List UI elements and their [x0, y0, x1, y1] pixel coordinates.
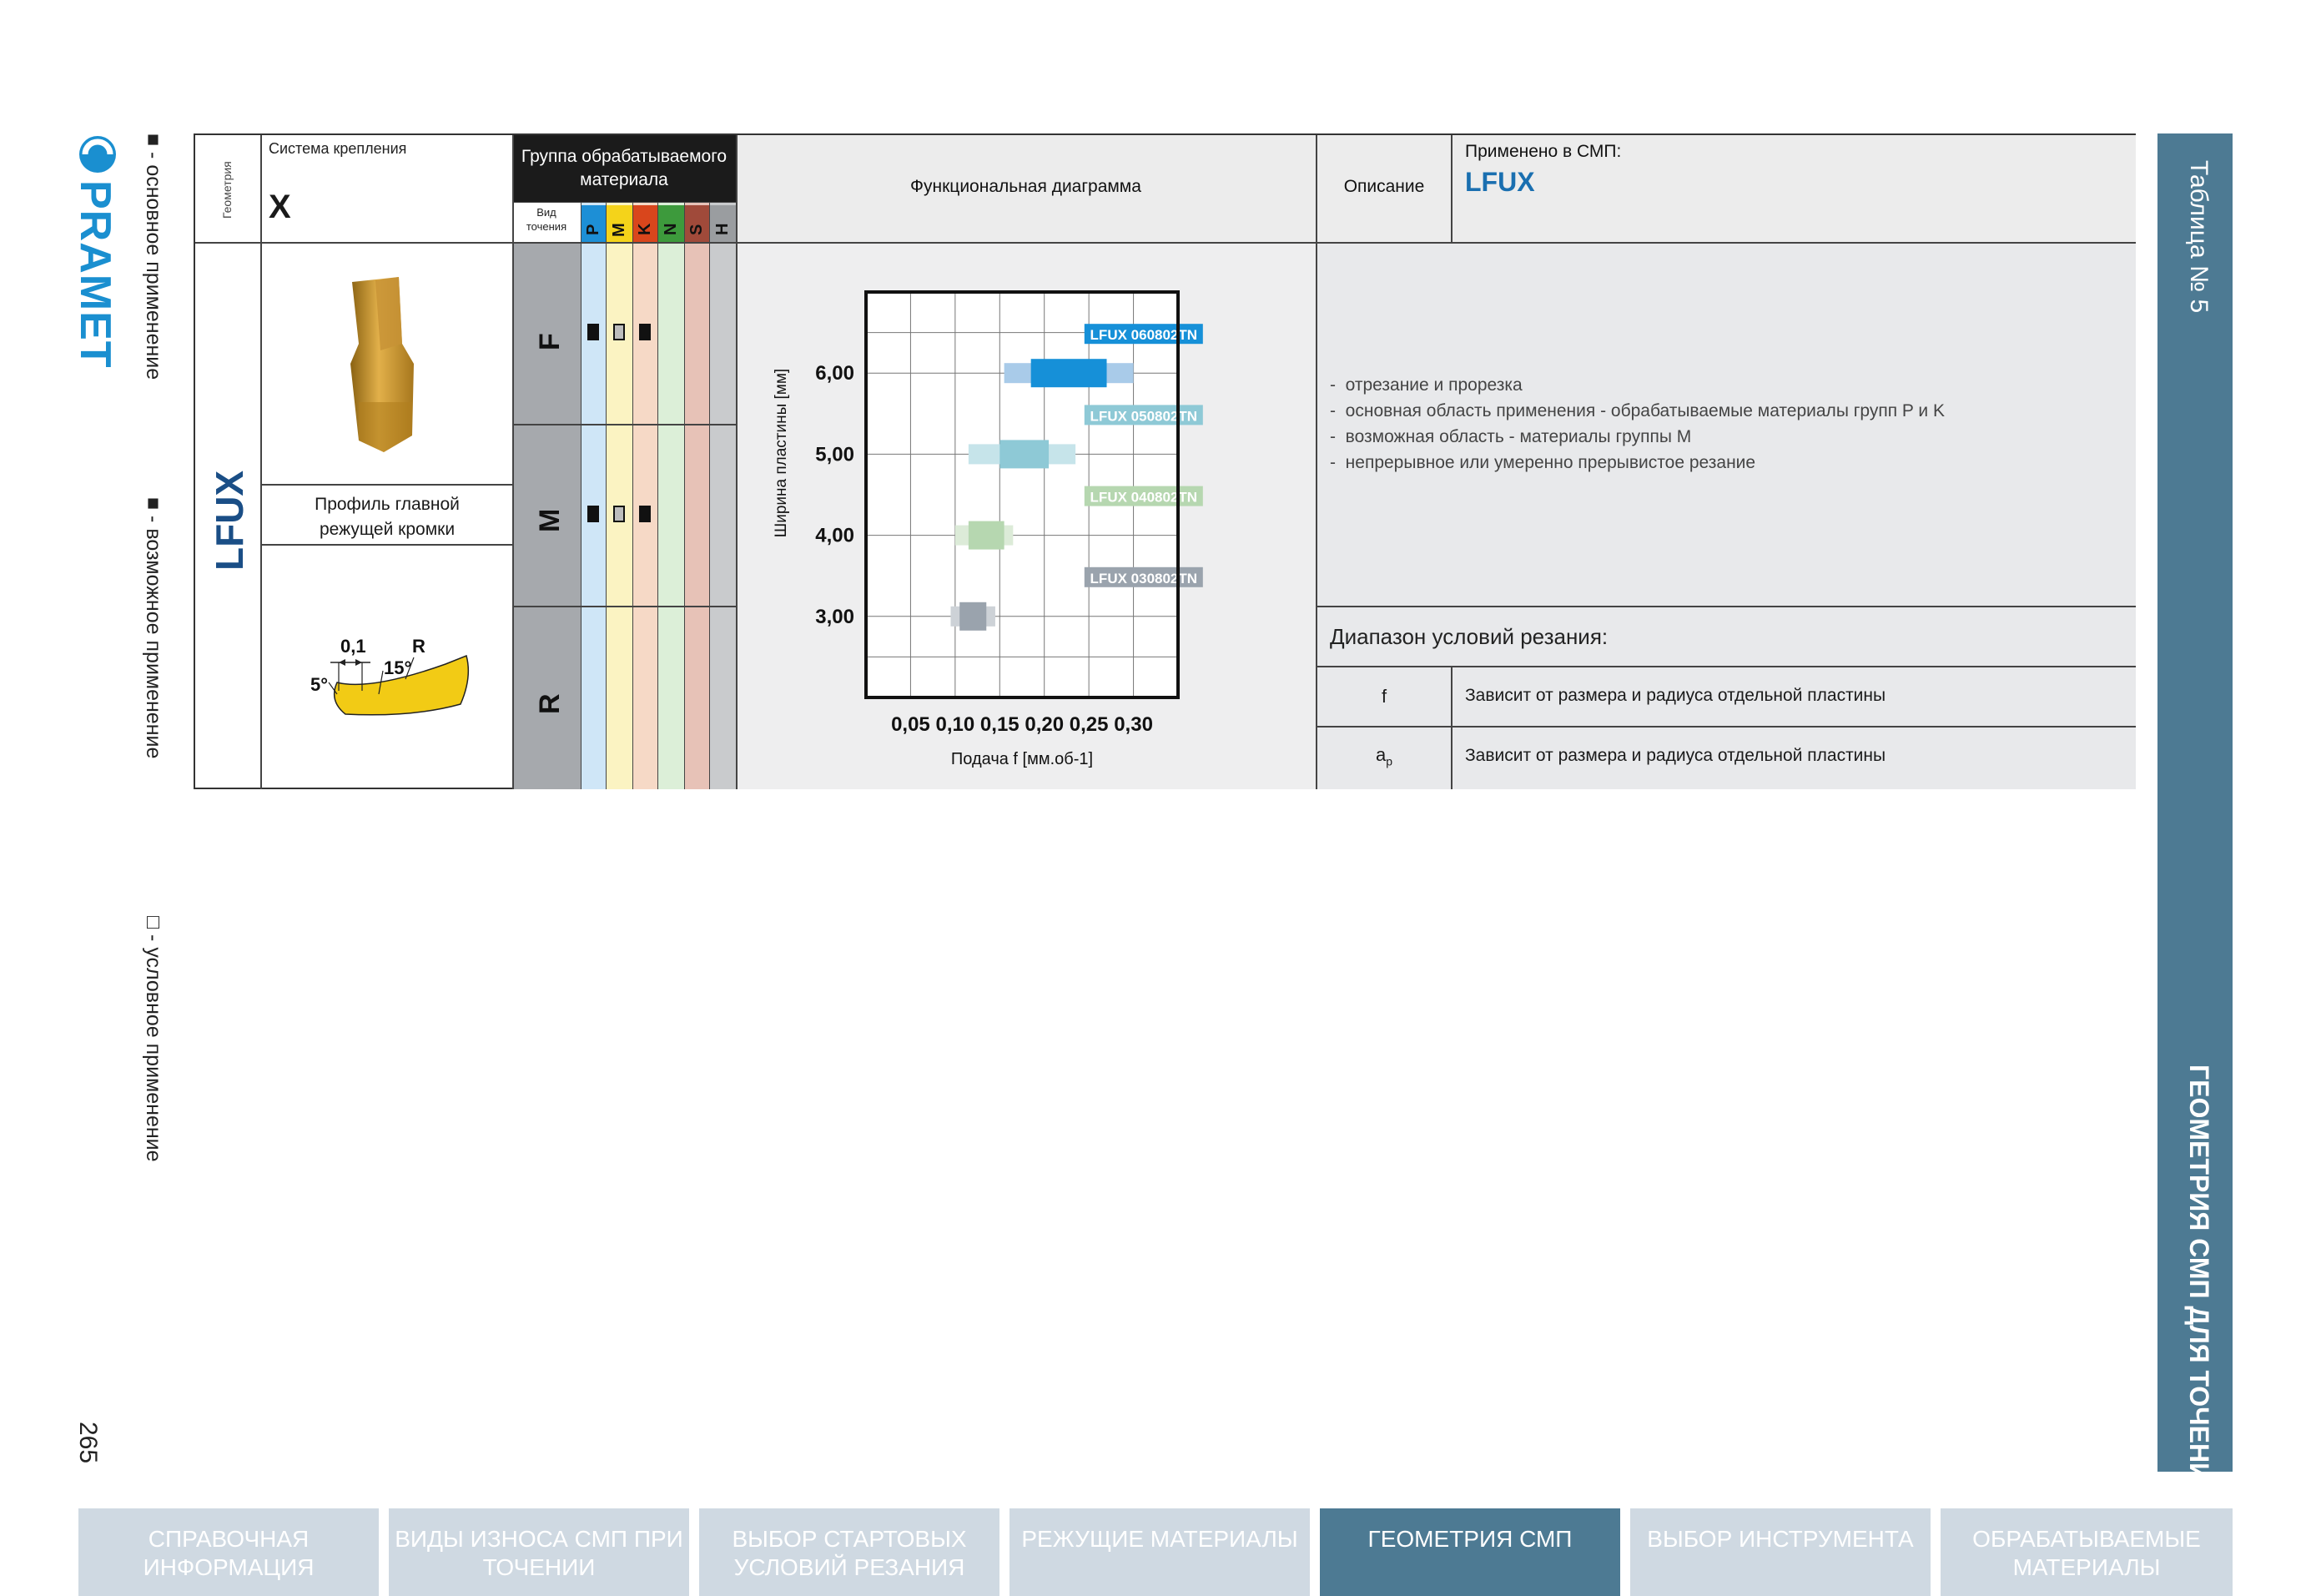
mode-letter-R: R: [534, 693, 566, 714]
brand-logo: [71, 133, 127, 375]
material-group-label: Группа обрабатываемого материала: [521, 147, 728, 189]
series-core-bar: [999, 440, 1049, 468]
clamping-label: Система крепления: [269, 140, 407, 157]
legend-conditional: □ - условное применение: [142, 916, 165, 1162]
page-number: 265: [74, 1422, 102, 1464]
applied-in-label: Применено в СМП:: [1465, 142, 1622, 161]
nav-tab-reference[interactable]: СПРАВОЧНАЯ ИНФОРМАЦИЯ: [78, 1508, 379, 1596]
nav-tab-workpiece-materials[interactable]: ОБРАБАТЫВАЕМЫЕ МАТЕРИАЛЫ: [1941, 1508, 2233, 1596]
mark-M-M: [613, 506, 625, 522]
material-letter-N: N: [662, 223, 680, 235]
y-tick-label: 6,00: [815, 362, 854, 385]
y-tick-label: 5,00: [815, 443, 854, 466]
series-label: LFUX 040802TN: [1090, 489, 1198, 506]
description-item: - отрезание и прорезка: [1330, 375, 1523, 395]
mark-F-K: [639, 324, 651, 340]
material-letter-M: M: [610, 223, 628, 237]
mode-label: Вид точения: [526, 206, 567, 233]
mark-F-M: [613, 324, 625, 340]
nav-tab-cutting-materials[interactable]: РЕЖУЩИЕ МАТЕРИАЛЫ: [1009, 1508, 1310, 1596]
mark-M-K: [639, 506, 651, 522]
profile-dim-c: 15°: [384, 657, 412, 678]
material-col-K: [632, 202, 657, 789]
mode-letter-F: F: [534, 333, 566, 350]
series-core-bar: [1031, 359, 1107, 387]
legend-main: ■ - основное применение: [142, 133, 165, 380]
x-tick-label: 0,15: [979, 713, 1020, 736]
profile-dim-b: 5°: [310, 674, 329, 695]
logo-mark-icon: [77, 133, 118, 175]
series-label: LFUX 050802TN: [1090, 408, 1198, 425]
clamping-value: X: [269, 189, 291, 225]
mode-letter-M: M: [534, 508, 566, 532]
cutting-edge-profile-icon: [279, 611, 496, 744]
material-col-M: [606, 202, 632, 789]
description-label: Описание: [1343, 177, 1425, 196]
x-tick-label: 0,25: [1069, 713, 1109, 736]
description-item: - возможная область - материалы группы M: [1330, 427, 1692, 446]
x-tick-label: 0,05: [891, 713, 930, 736]
table-label: Таблица № 5: [2185, 160, 2213, 314]
material-letter-S: S: [687, 224, 706, 235]
description-list: [1330, 372, 2114, 476]
material-col-H: [709, 202, 736, 789]
profile-dim-a: 0,1: [340, 636, 366, 657]
material-letter-K: K: [636, 223, 654, 235]
x-axis-label: Подача f [мм.об-1]: [950, 750, 1094, 768]
series-core-bar: [959, 602, 986, 631]
material-col-S: [684, 202, 709, 789]
series-core-bar: [969, 521, 1004, 550]
applied-value: LFUX: [1465, 167, 1535, 197]
profile-label: Профиль главной режущей кромки: [315, 495, 460, 539]
section-title: ГЕОМЕТРИЯ СМП ДЛЯ ТОЧЕНИЯ: [2184, 1065, 2214, 1502]
geometry-label: Геометрия: [220, 161, 234, 219]
profile-dim-r: R: [412, 636, 425, 657]
y-axis-label: Ширина пластины [мм]: [773, 368, 790, 538]
mark-M-P: [587, 506, 599, 522]
logo-text: PRAMET: [71, 180, 119, 369]
nav-tab-tool-selection[interactable]: ВЫБОР ИНСТРУМЕНТА: [1630, 1508, 1931, 1596]
nav-tab-wear[interactable]: ВИДЫ ИЗНОСА СМП ПРИ ТОЧЕНИИ: [389, 1508, 689, 1596]
material-col-P: [581, 202, 606, 789]
series-label: LFUX 060802TN: [1090, 327, 1198, 344]
geometry-table: [194, 133, 2136, 789]
diagram-label: Функциональная диаграмма: [910, 177, 1141, 196]
y-tick-label: 4,00: [815, 524, 854, 547]
side-tab: [2157, 133, 2233, 1502]
functional-diagram-chart: [738, 245, 1305, 788]
insert-image-icon: [334, 277, 434, 452]
series-label: LFUX 030802TN: [1090, 570, 1198, 587]
x-tick-label: 0,30: [1114, 713, 1153, 736]
cutting-range-value-f: Зависит от размера и радиуса отдельной пластины: [1465, 686, 1886, 705]
cutting-range-param-ap: $a_p$: [1375, 744, 1393, 768]
legend-possible: ■ - возможное применение: [142, 497, 165, 759]
material-letter-H: H: [713, 223, 732, 235]
y-tick-label: 3,00: [815, 605, 854, 628]
description-item: - основная область применения - обрабатываемые материалы групп P и K: [1330, 401, 1945, 420]
nav-tab-start-conditions[interactable]: ВЫБОР СТАРТОВЫХ УСЛОВИЙ РЕЗАНИЯ: [699, 1508, 999, 1596]
description-item: - непрерывное или умеренно прерывистое резание: [1330, 453, 1756, 472]
insert-code: LFUX: [208, 470, 251, 571]
material-col-N: [657, 202, 684, 789]
x-tick-label: 0,20: [1025, 713, 1065, 736]
cutting-range-value-ap: Зависит от размера и радиуса отдельной пластины: [1465, 746, 1886, 765]
cutting-range-param-f: f: [1381, 686, 1387, 707]
cutting-range-title: Диапазон условий резания:: [1330, 624, 1609, 649]
material-letter-P: P: [584, 224, 602, 235]
x-tick-label: 0,10: [935, 713, 975, 736]
nav-tab-insert-geometry[interactable]: ГЕОМЕТРИЯ СМП: [1320, 1508, 1620, 1596]
mark-F-P: [587, 324, 599, 340]
